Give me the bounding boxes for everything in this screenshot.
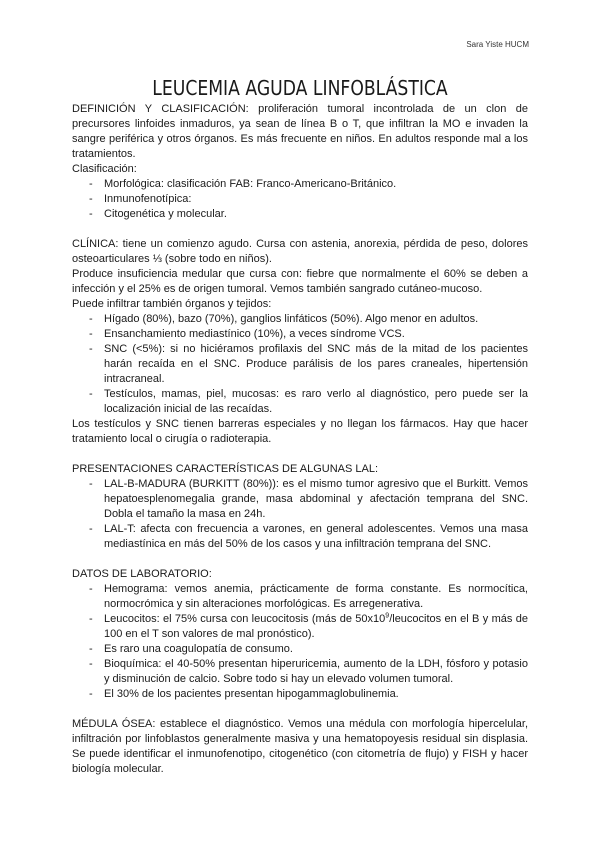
- insuficiencia-paragraph: Produce insuficiencia medular que cursa con: fiebre que normalmente el 60% se deben a infección y el 25% es de origen tumoral. Vemos también sangrado cutáneo-mucoso.: [72, 268, 528, 295]
- laboratorio-heading: DATOS DE LABORATORIO:: [72, 568, 212, 580]
- list-item: - Morfológica: clasificación FAB: Franco-Americano-Británico.: [72, 177, 528, 192]
- clasificacion-label: Clasificación:: [72, 163, 137, 175]
- list-item: - SNC (<5%): si no hiciéramos profilaxis del SNC más de la mitad de los pacientes harán recaída en el SNC. Produce parálisis de los pares craneales, hipertensión intracraneal.: [72, 342, 528, 387]
- medula-paragraph: MÉDULA ÓSEA: establece el diagnóstico. Vemos una médula con morfología hipercelular, infiltración por linfoblastos generalmente masiva y una hematopoyesis residual sin displasia. Se puede identificar el inmunofenotipo, citogenético (con citometría de flujo) y FISH y hacer biología molecular.: [72, 718, 528, 775]
- list-item: - Es raro una coagulopatía de consumo.: [72, 642, 528, 657]
- author-header: Sara Yiste HUCM: [466, 40, 529, 49]
- definicion-paragraph: DEFINICIÓN Y CLASIFICACIÓN: proliferación tumoral incontrolada de un clon de precursores linfoides inmaduros, ya sean de línea B o T, que infiltran la MO e invaden la sangre periférica y otros órganos. Es más frecuente en niños. En adultos responde mal a los tratamientos.: [72, 103, 528, 160]
- presentaciones-list: [72, 477, 528, 552]
- infiltrar-paragraph: Puede infiltrar también órganos y tejidos:: [72, 298, 272, 310]
- paragraph-spacer: [72, 702, 528, 717]
- paragraph-spacer: [72, 447, 528, 462]
- exponent: 9: [385, 612, 390, 620]
- clinica-paragraph: CLÍNICA: tiene un comienzo agudo. Cursa con astenia, anorexia, pérdida de peso, dolores osteoarticulares ⅓ (sobre todo en niños).: [72, 238, 528, 265]
- paragraph-spacer: [72, 552, 528, 567]
- leucocitos-text: Leucocitos: el 75% cursa con leucocitosis (más de 50x10: [104, 613, 386, 625]
- list-item: - Hemograma: vemos anemia, prácticamente de forma constante. Es normocítica, normocrómica y sin alteraciones morfológicas. Es arregenerativa.: [72, 582, 528, 612]
- leucocitos-text-continued: /leucocitos en el B y más de 100 en el T son valores de mal pronóstico).: [104, 613, 528, 640]
- list-item: - Ensanchamiento mediastínico (10%), a veces síndrome VCS.: [72, 327, 528, 342]
- laboratorio-list: [72, 582, 528, 702]
- list-item: - LAL-T: afecta con frecuencia a varones, en general adolescentes. Vemos una masa mediastínica en más del 50% de los casos y una infiltración temprana del SNC.: [72, 522, 528, 552]
- list-item: - LAL-B-MADURA (BURKITT (80%)): es el mismo tumor agresivo que el Burkitt. Vemos hepatoesplenomegalia grande, masa abdominal y afectación temprana del SNC. Dobla el tamaño la masa en 24h.: [72, 477, 528, 522]
- list-item: - Citogenética y molecular.: [72, 207, 528, 222]
- document-body: [72, 102, 528, 777]
- list-item: - Testículos, mamas, piel, mucosas: es raro verlo al diagnóstico, pero puede ser la localización inicial de las recaídas.: [72, 387, 528, 417]
- list-item: - Bioquímica: el 40-50% presentan hiperuricemia, aumento de la LDH, fósforo y potasio y disminución de calcio. Sobre todo si hay un elevado volumen tumoral.: [72, 657, 528, 687]
- clasificacion-list: [72, 177, 528, 222]
- infiltracion-list: [72, 312, 528, 417]
- paragraph-spacer: [72, 222, 528, 237]
- page-title: LEUCEMIA AGUDA LINFOBLÁSTICA: [152, 76, 448, 100]
- barreras-paragraph: Los testículos y SNC tienen barreras especiales y no llegan los fármacos. Hay que hacer tratamiento local o cirugía o radioterapia.: [72, 418, 528, 445]
- list-item: - Hígado (80%), bazo (70%), ganglios linfáticos (50%). Algo menor en adultos.: [72, 312, 528, 327]
- presentaciones-heading: PRESENTACIONES CARACTERÍSTICAS DE ALGUNAS LAL:: [72, 463, 379, 475]
- list-item-leucocitos: [72, 612, 528, 642]
- list-item: - El 30% de los pacientes presentan hipogammaglobulinemia.: [72, 687, 528, 702]
- list-item: - Inmunofenotípica:: [72, 192, 528, 207]
